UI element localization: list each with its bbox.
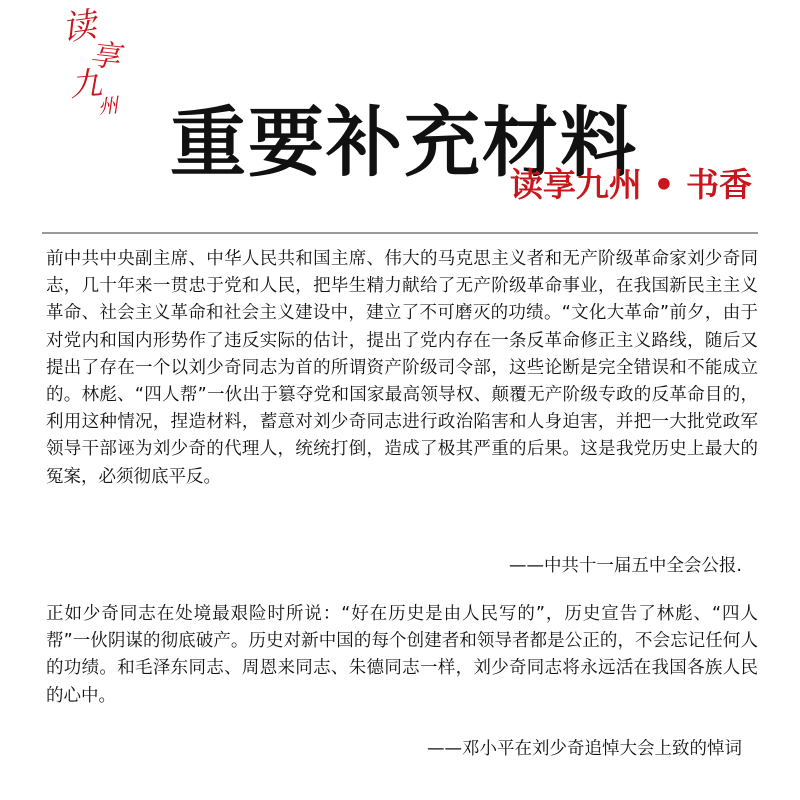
logo-char-4: 州 (96, 93, 118, 119)
brand-subtitle: 读享九州 • 书香 (509, 165, 752, 204)
logo-char-1: 读 (59, 4, 99, 50)
attribution-eulogy: ——邓小平在刘少奇追悼大会上致的悼词 (427, 739, 742, 759)
paragraph-eulogy: 正如少奇同志在处境最艰险时所说：“好在历史是由人民写的”，历史宣告了林彪、“四人帮”一伙阴谋的彻底破产。历史对新中国的每个创建者和领导者都是公正的，不会忘记任何人的功绩。和毛泽东同志、周恩来同志、朱德同志一样，刘少奇同志将永远活在我国各族人民的心中。 (46, 604, 758, 706)
header-divider (42, 232, 758, 234)
brand-logo (59, 4, 172, 122)
logo-char-2: 享 (88, 37, 122, 76)
page-title: 重要补充材料 (170, 97, 638, 187)
attribution-communique: ——中共十一届五中全会公报. (508, 556, 742, 576)
paragraph-communique: 前中共中央副主席、中华人民共和国主席、伟大的马克思主义者和无产阶级革命家刘少奇同志，几十年来一贯忠于党和人民，把毕生精力献给了无产阶级革命事业，在我国新民主主义革命、社会主义革命和社会主义建设中，建立了不可磨灭的功绩。“文化大革命”前夕，由于对党内和国内形势作了违反实际的估计，提出了党内存在一条反革命修正主义路线，随后又提出了存在一个以刘少奇同志为首的所谓资产阶级司令部，这些论断是完全错误和不能成立的。林彪、“四人帮”一伙出于篡夺党和国家最高领导权、颠覆无产阶级专政的反革命目的，利用这种情况，捏造材料，蓄意对刘少奇同志进行政治陷害和人身迫害，并把一大批党政军领导干部诬为刘少奇的代理人，统统打倒，造成了极其严重的后果。这是我党历史上最大的冤案，必须彻底平反。 (46, 249, 758, 487)
logo-char-3: 九 (68, 63, 104, 105)
